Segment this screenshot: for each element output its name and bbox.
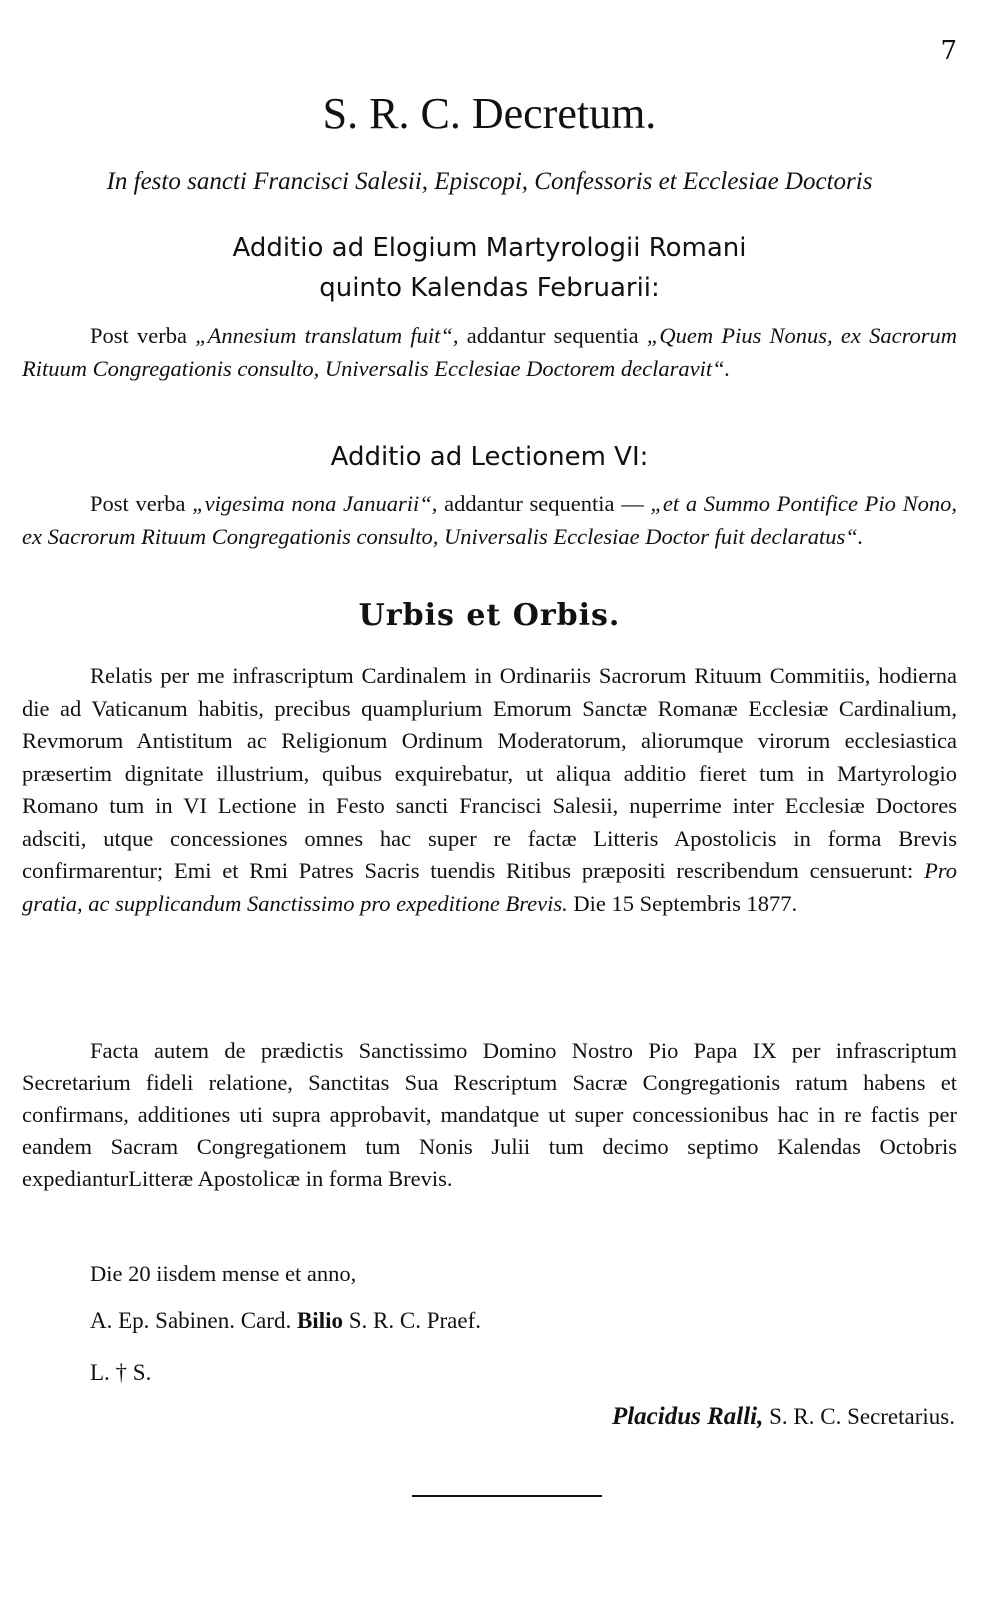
document-title: S. R. C. Decretum. <box>322 89 657 138</box>
heading-lectionem: Additio ad Lectionem VI: <box>330 442 649 472</box>
relatis-rescript-text: Pro gratia, ac supplicandum Sanctissimo pro expeditione Brevis. <box>22 858 957 916</box>
paragraph-lectionem <box>22 488 957 553</box>
heading-urbis-et-orbis: Urbis et Orbis. <box>358 598 621 633</box>
heading-elogium-line1: Additio ad Elogium Martyrologii Romani <box>232 233 747 263</box>
page-number: 7 <box>940 36 957 66</box>
signature-prefect <box>90 1308 481 1334</box>
lectionem-quote-1: „vigesima nona Januarii“, <box>192 491 438 516</box>
signature-prefect-title: S. R. C. Praef. <box>342 1308 481 1333</box>
document-page <box>22 0 957 1623</box>
elogium-quote-2: „Quem Pius Nonus, ex Sacrorum Rituum Congregationis consulto, Universalis Ecclesiae Doctorem declaravit“. <box>22 323 957 381</box>
closing-rule-divider <box>412 1495 602 1497</box>
signature-secretary <box>612 1403 955 1431</box>
elogium-mid-text: addantur sequentia <box>458 323 647 348</box>
relatis-main-text: Relatis per me infrascriptum Cardinalem in Ordinariis Sacrorum Rituum Commitiis, hodierna die ad Vaticanum habitis, precibus quamplurium Emorum Sanctæ Romanæ Ecclesiæ Cardinalium, Revmorum Antistitum ac Religionum Ordinum Moderatorum, aliorumque virorum ecclesiastica præsertim dignitate illustrium, quibus exquirebatur, ut aliqua additio fieret tum in Martyrologio Romano tum in VI Lectione in Festo sancti Francisci Salesii, nuperrime inter Ecclesiæ Doctores adsciti, utque concessiones omnes hac super re factæ Litteris Apostolicis in forma Brevis confirmarentur; Emi et Rmi Patres Sacris tuendis Ritibus præpositi rescribendum censuerunt: <box>22 663 957 883</box>
elogium-quote-1: „Annesium translatum fuit“, <box>195 323 459 348</box>
elogium-lead-text: Post verba <box>90 323 196 348</box>
seal-mark: L. † S. <box>90 1360 152 1385</box>
paragraph-relatis <box>22 660 957 920</box>
paragraph-elogium <box>22 320 957 385</box>
heading-elogium-line2: quinto Kalendas Februarii: <box>319 273 660 303</box>
relatis-date-text: Die 15 Septembris 1877. <box>567 890 798 916</box>
lectionem-mid-text: addantur sequentia — <box>437 491 651 516</box>
document-subtitle: In festo sancti Francisci Salesii, Episcopi, Confessoris et Ecclesiae Doctoris <box>106 168 873 195</box>
signature-secretary-title: S. R. C. Secretarius. <box>763 1404 955 1429</box>
signature-secretary-name: Placidus Ralli, <box>611 1403 764 1430</box>
signature-prefect-prefix: A. Ep. Sabinen. Card. <box>90 1308 297 1333</box>
lectionem-quote-2: „et a Summo Pontifice Pio Nono, ex Sacrorum Rituum Congregationis consulto, Universalis Ecclesiae Doctor fuit declaratus“. <box>22 491 957 549</box>
lectionem-lead-text: Post verba <box>90 491 193 516</box>
signature-prefect-name: Bilio <box>296 1308 343 1333</box>
heading-elogium <box>22 228 957 308</box>
paragraph-facta: Facta autem de prædictis Sanctissimo Domino Nostro Pio Papa IX per infrascriptum Secretarium fideli relatione, Sanctitas Sua Rescriptum Sacræ Congregationis ratum habens et confirmans, additiones uti supra approbavit, mandatque ut super concessionibus hac in re factis per eandem Sacram Congregationem tum Nonis Julii tum decimo septimo Kalendas Octobris expedianturLitteræ Apostolicæ in forma Brevis. <box>22 1038 957 1191</box>
closing-date-line: Die 20 iisdem mense et anno, <box>90 1261 357 1286</box>
